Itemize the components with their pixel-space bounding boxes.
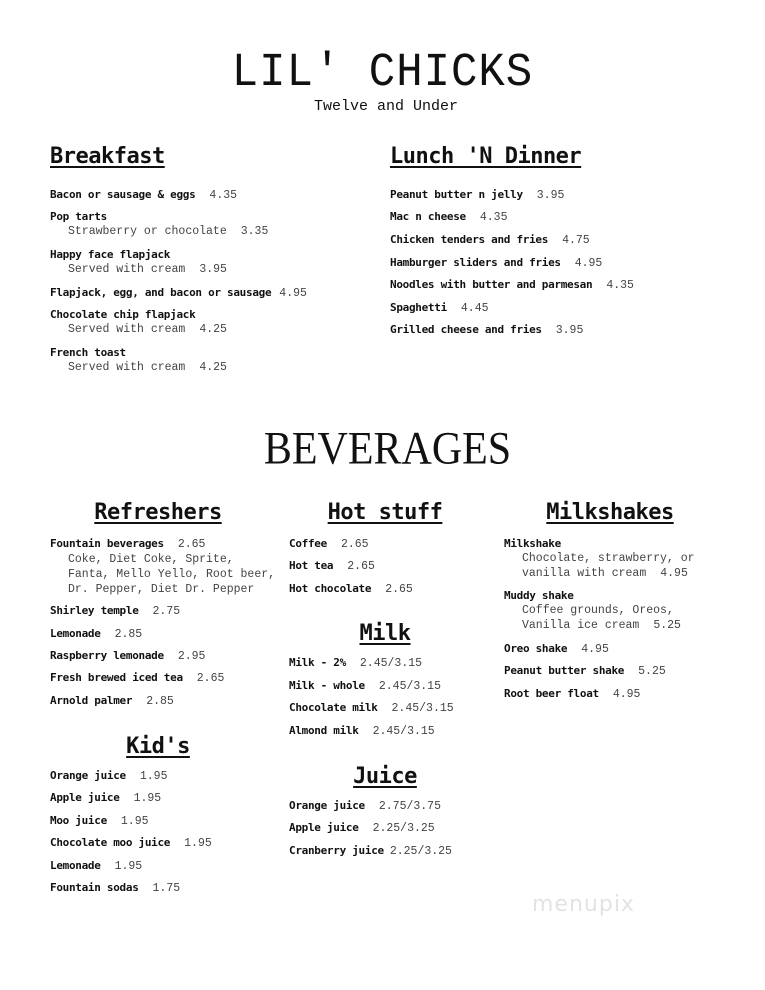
item-name: Milkshake bbox=[504, 537, 561, 550]
item-price: 1.95 bbox=[184, 837, 212, 850]
menu-item bbox=[289, 700, 454, 716]
item-price: 2.65 bbox=[385, 583, 413, 596]
item-price: 2.65 bbox=[196, 672, 225, 685]
item-price: 4.45 bbox=[460, 302, 489, 315]
menu-item bbox=[50, 880, 180, 896]
item-price: 2.25/3.25 bbox=[389, 845, 452, 858]
menu-item bbox=[289, 820, 435, 836]
item-price: 4.35 bbox=[606, 279, 634, 292]
item-price: 5.25 bbox=[653, 619, 681, 632]
item-price: 2.85 bbox=[146, 695, 174, 708]
beverages-title: BEVERAGES bbox=[263, 423, 512, 475]
item-price: 4.35 bbox=[209, 189, 238, 202]
item-name: Raspberry lemonade bbox=[50, 649, 164, 662]
item-price: 4.75 bbox=[562, 234, 590, 247]
item-name: Hot tea bbox=[289, 559, 334, 572]
item-name: Fresh brewed iced tea bbox=[50, 671, 183, 684]
item-name: Grilled cheese and fries bbox=[390, 323, 542, 336]
item-name: Shirley temple bbox=[50, 604, 139, 617]
menu-item bbox=[50, 345, 227, 375]
menu-item bbox=[289, 558, 375, 574]
item-description: Vanilla ice cream 5.25 bbox=[522, 619, 681, 632]
menu-item bbox=[390, 255, 602, 271]
item-name: Flapjack, egg, and bacon or sausage bbox=[50, 286, 272, 299]
menu-item bbox=[504, 536, 695, 581]
item-price: 1.75 bbox=[152, 882, 181, 895]
item-price: 2.25/3.25 bbox=[372, 822, 435, 835]
menu-item bbox=[390, 187, 564, 203]
item-price: 4.35 bbox=[479, 211, 508, 224]
juice-heading: Juice bbox=[353, 764, 417, 789]
item-price: 4.95 bbox=[581, 643, 609, 656]
menu-title: LIL' CHICKS bbox=[231, 45, 534, 100]
lunch-dinner-heading: Lunch 'N Dinner bbox=[390, 144, 582, 169]
item-name: Cranberry juice bbox=[289, 844, 384, 857]
item-price: 3.95 bbox=[536, 189, 565, 202]
menu-item bbox=[50, 858, 142, 874]
menu-item bbox=[504, 641, 609, 657]
menu-item bbox=[50, 835, 212, 851]
item-name: Almond milk bbox=[289, 724, 359, 737]
item-name: Fountain beverages bbox=[50, 537, 164, 550]
item-name: Chocolate chip flapjack bbox=[50, 308, 196, 321]
menu-item bbox=[390, 300, 489, 316]
item-name: Milk - 2% bbox=[289, 656, 346, 669]
item-name: Apple juice bbox=[50, 791, 120, 804]
item-description: Strawberry or chocolate 3.35 bbox=[68, 225, 269, 238]
item-name: Hamburger sliders and fries bbox=[390, 256, 561, 269]
item-price: 5.25 bbox=[638, 665, 666, 678]
kids-heading: Kid's bbox=[126, 734, 190, 759]
item-price: 2.75 bbox=[152, 605, 181, 618]
item-name: French toast bbox=[50, 346, 126, 359]
menu-item bbox=[289, 655, 422, 671]
item-description: Chocolate, strawberry, or bbox=[522, 552, 695, 565]
item-price: 1.95 bbox=[139, 770, 168, 783]
item-name: Arnold palmer bbox=[50, 694, 133, 707]
milkshakes-heading: Milkshakes bbox=[546, 500, 674, 525]
item-name: Happy face flapjack bbox=[50, 248, 171, 261]
item-price: 4.25 bbox=[199, 323, 227, 336]
menu-item bbox=[390, 209, 507, 225]
item-name: Chocolate moo juice bbox=[50, 836, 171, 849]
item-price: 2.45/3.15 bbox=[378, 680, 441, 693]
item-name: Muddy shake bbox=[504, 589, 574, 602]
item-price: 2.65 bbox=[340, 538, 369, 551]
item-description: Coffee grounds, Oreos, bbox=[522, 604, 674, 617]
item-name: Chicken tenders and fries bbox=[390, 233, 549, 246]
menu-item bbox=[50, 307, 227, 337]
item-name: Hot chocolate bbox=[289, 582, 372, 595]
item-description: Served with cream 3.95 bbox=[68, 263, 227, 276]
item-price: 1.95 bbox=[133, 792, 162, 805]
item-name: Noodles with butter and parmesan bbox=[390, 278, 593, 291]
menu-item bbox=[50, 187, 237, 203]
item-name: Coffee bbox=[289, 537, 327, 550]
menu-item bbox=[390, 277, 634, 293]
milk-heading: Milk bbox=[359, 621, 411, 646]
item-name: Root beer float bbox=[504, 687, 599, 700]
menu-item bbox=[50, 285, 307, 301]
item-name: Oreo shake bbox=[504, 642, 568, 655]
hot-stuff-heading: Hot stuff bbox=[327, 500, 443, 525]
item-description: Served with cream 4.25 bbox=[68, 361, 227, 374]
item-price: 1.95 bbox=[114, 860, 143, 873]
item-price: 2.45/3.15 bbox=[391, 702, 454, 715]
breakfast-heading: Breakfast bbox=[50, 144, 165, 169]
item-name: Moo juice bbox=[50, 814, 107, 827]
item-price: 4.95 bbox=[279, 287, 307, 300]
item-name: Mac n cheese bbox=[390, 210, 466, 223]
menu-item bbox=[289, 678, 441, 694]
item-name: Spaghetti bbox=[390, 301, 447, 314]
item-description: Served with cream 4.25 bbox=[68, 323, 227, 336]
menu-item bbox=[50, 209, 268, 239]
item-description: Coke, Diet Coke, Sprite, bbox=[68, 553, 234, 566]
menu-item bbox=[504, 663, 666, 679]
item-price: 2.65 bbox=[347, 560, 375, 573]
menu-item bbox=[390, 232, 590, 248]
menu-item bbox=[50, 693, 174, 709]
item-name: Lemonade bbox=[50, 627, 101, 640]
item-name: Fountain sodas bbox=[50, 881, 139, 894]
menu-item bbox=[289, 581, 413, 597]
menu-item bbox=[50, 813, 149, 829]
item-price: 3.95 bbox=[199, 263, 227, 276]
item-name: Chocolate milk bbox=[289, 701, 378, 714]
menu-item bbox=[50, 768, 167, 784]
item-price: 4.25 bbox=[199, 361, 227, 374]
item-name: Peanut butter shake bbox=[504, 664, 625, 677]
menu-item bbox=[289, 536, 369, 552]
item-price: 3.35 bbox=[240, 225, 269, 238]
item-price: 2.95 bbox=[177, 650, 206, 663]
menu-item bbox=[50, 536, 275, 597]
item-name: Bacon or sausage & eggs bbox=[50, 188, 196, 201]
item-price: 4.95 bbox=[612, 688, 641, 701]
item-price: 4.95 bbox=[660, 567, 688, 580]
item-name: Lemonade bbox=[50, 859, 101, 872]
menupix-watermark: menupix bbox=[532, 892, 635, 917]
menu-item bbox=[390, 322, 583, 338]
refreshers-heading: Refreshers bbox=[94, 500, 222, 525]
menu-item bbox=[50, 790, 161, 806]
item-price: 2.85 bbox=[114, 628, 143, 641]
item-price: 2.45/3.15 bbox=[359, 657, 423, 670]
item-price: 2.45/3.15 bbox=[372, 725, 435, 738]
menu-item bbox=[289, 723, 435, 739]
menu-item bbox=[50, 247, 227, 277]
menu-item bbox=[50, 626, 142, 642]
menu-item bbox=[289, 843, 452, 859]
menu-item bbox=[289, 798, 441, 814]
item-name: Milk - whole bbox=[289, 679, 365, 692]
menu-item bbox=[50, 603, 180, 619]
item-description: Fanta, Mello Yello, Root beer, bbox=[68, 568, 276, 581]
menu-item bbox=[50, 670, 224, 686]
item-description: vanilla with cream 4.95 bbox=[522, 567, 688, 580]
item-name: Orange juice bbox=[50, 769, 126, 782]
item-price: 1.95 bbox=[120, 815, 149, 828]
menu-item bbox=[504, 686, 640, 702]
item-name: Orange juice bbox=[289, 799, 365, 812]
item-name: Peanut butter n jelly bbox=[390, 188, 523, 201]
menu-subtitle: Twelve and Under bbox=[313, 98, 459, 115]
menu-item bbox=[50, 648, 205, 664]
item-description: Dr. Pepper, Diet Dr. Pepper bbox=[68, 583, 255, 596]
item-price: 2.65 bbox=[177, 538, 206, 551]
item-price: 4.95 bbox=[574, 257, 603, 270]
item-price: 3.95 bbox=[555, 324, 584, 337]
item-price: 2.75/3.75 bbox=[378, 800, 441, 813]
item-name: Pop tarts bbox=[50, 210, 107, 223]
menu-item bbox=[504, 588, 681, 633]
item-name: Apple juice bbox=[289, 821, 359, 834]
